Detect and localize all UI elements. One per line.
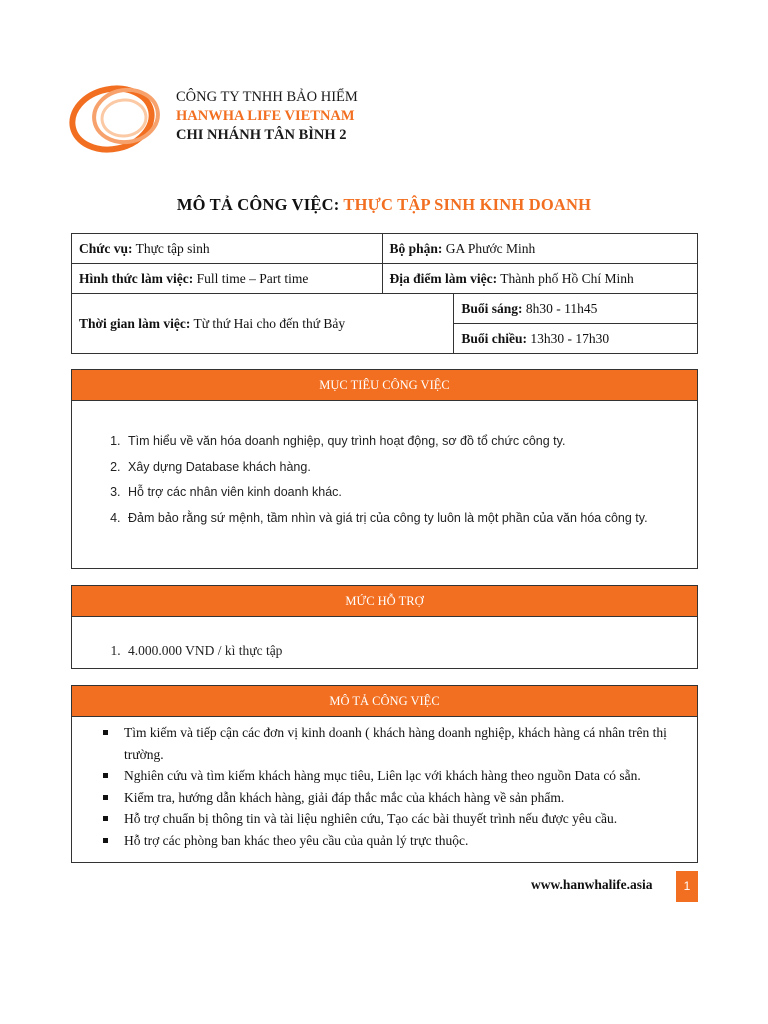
support-heading: MỨC HỖ TRỢ <box>72 586 697 617</box>
hours-cell <box>72 294 454 354</box>
location-cell <box>382 264 698 294</box>
hours-label: Thời gian làm việc: <box>79 315 191 331</box>
list-item: Hỗ trợ các phòng ban khác theo yêu cầu của quản lý trực thuộc. <box>124 830 683 852</box>
footer-website-link[interactable]: www.hanwhalife.asia <box>531 877 653 892</box>
list-item: 1. Tìm hiểu về văn hóa doanh nghiệp, quy trình hoạt động, sơ đồ tổ chức công ty. <box>124 429 697 455</box>
title-highlight: THỰC TẬP SINH KINH DOANH <box>343 195 592 214</box>
list-item: Nghiên cứu và tìm kiếm khách hàng mục tiêu, Liên lạc với khách hàng theo nguồn Data có sẵn. <box>124 765 683 787</box>
work-type-cell <box>72 264 383 294</box>
afternoon-label: Buổi chiều: <box>461 330 527 346</box>
company-header <box>176 88 358 145</box>
department-cell <box>382 234 698 264</box>
location-value: Thành phố Hồ Chí Minh <box>497 270 634 286</box>
position-label: Chức vụ: <box>79 240 133 256</box>
title-prefix: MÔ TẢ CÔNG VIỆC: <box>176 195 344 214</box>
list-item: 2. Xây dựng Database khách hàng. <box>124 455 697 481</box>
hanwha-logo <box>66 78 168 154</box>
description-heading: MÔ TẢ CÔNG VIỆC <box>72 686 697 717</box>
company-line-2: HANWHA LIFE VIETNAM <box>176 108 355 124</box>
afternoon-cell <box>454 324 698 354</box>
support-section <box>71 585 698 669</box>
list-item: 4. Đảm bảo rằng sứ mệnh, tầm nhìn và giá trị của công ty luôn là một phần của văn hóa công ty. <box>124 506 697 532</box>
table-row <box>72 264 698 294</box>
hours-value: Từ thứ Hai cho đến thứ Bảy <box>190 315 346 331</box>
objectives-heading: MỤC TIÊU CÔNG VIỆC <box>72 370 697 401</box>
objectives-list <box>72 401 697 531</box>
work-type-value: Full time – Part time <box>193 270 309 286</box>
morning-cell <box>454 294 698 324</box>
morning-label: Buổi sáng: <box>461 300 523 316</box>
department-label: Bộ phận: <box>389 240 443 256</box>
list-item: Kiểm tra, hướng dẫn khách hàng, giải đáp thắc mắc của khách hàng về sản phẩm. <box>124 787 683 809</box>
department-value: GA Phước Minh <box>442 240 536 256</box>
company-line-1: CÔNG TY TNHH BẢO HIỂM <box>176 89 358 105</box>
support-list <box>72 617 697 664</box>
position-value: Thực tập sinh <box>132 240 210 256</box>
list-item: 1. 4.000.000 VND / kì thực tập <box>124 638 697 664</box>
company-line-3: CHI NHÁNH TÂN BÌNH 2 <box>176 127 347 143</box>
description-section <box>71 685 698 863</box>
description-list <box>72 717 697 851</box>
list-item: 3. Hỗ trợ các nhân viên kinh doanh khác. <box>124 480 697 506</box>
work-type-label: Hình thức làm việc: <box>79 270 194 286</box>
list-item: Hỗ trợ chuẩn bị thông tin và tài liệu nghiên cứu, Tạo các bài thuyết trình nếu được yêu cầu. <box>124 808 683 830</box>
page-number: 1 <box>676 871 698 902</box>
table-row <box>72 234 698 264</box>
position-cell <box>72 234 383 264</box>
job-info-table <box>71 233 698 354</box>
location-label: Địa điểm làm việc: <box>389 270 498 286</box>
afternoon-value: 13h30 - 17h30 <box>527 330 610 346</box>
morning-value: 8h30 - 11h45 <box>522 300 598 316</box>
document-title <box>0 195 768 215</box>
objectives-section <box>71 369 698 569</box>
table-row <box>72 294 698 324</box>
list-item: Tìm kiếm và tiếp cận các đơn vị kinh doanh ( khách hàng doanh nghiệp, khách hàng cá nhân trên thị trường. <box>124 722 683 765</box>
